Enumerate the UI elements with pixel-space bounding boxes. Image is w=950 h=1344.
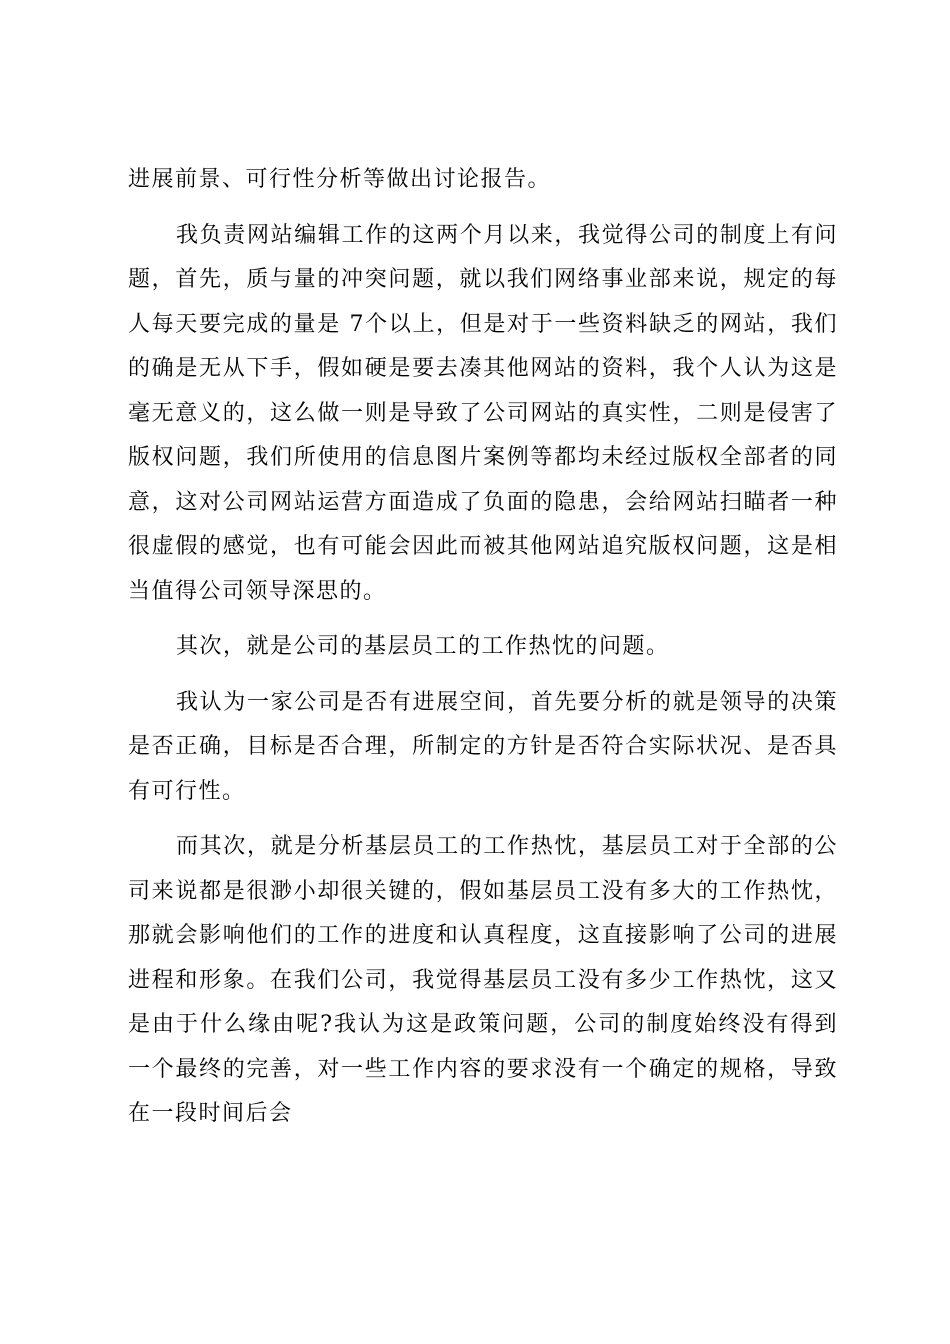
paragraph-5: 而其次，就是分析基层员工的工作热忱，基层员工对于全部的公司来说都是很渺小却很关键的，假如基层员工没有多大的工作热忱，那就会影响他们的工作的进度和认真程度，这直接影响了公司的进展进程和形象。在我们公司，我觉得基层员工没有多少工作热忱，这又是由于什么缘由呢?我认为这是政策问题，公司的制度始终没有得到一个最终的完善，对一些工作内容的要求没有一个确定的规格，导致在一段时间后会 bbox=[128, 834, 838, 1126]
paragraph-4: 我认为一家公司是否有进展空间，首先要分析的就是领导的决策是否正确，目标是否合理，所制定的方针是否符合实际状况、是否具有可行性。 bbox=[128, 689, 838, 804]
paragraph-2: 我负责网站编辑工作的这两个月以来，我觉得公司的制度上有问题，首先，质与量的冲突问题，就以我们网络事业部来说，规定的每人每天要完成的量是 7个以上，但是对于一些资料缺乏的网站，我们的确是无从下手，假如硬是要去凑其他网站的资料，我个人认为这是毫无意义的，这么做一则是导致了公司网站的真实性，二则是侵害了版权问题，我们所使用的信息图片案例等都均未经过版权全部者的同意，这对公司网站运营方面造成了负面的隐患，会给网站扫瞄者一种很虚假的感觉，也有可能会因此而被其他网站追究版权问题，这是相当值得公司领导深思的。 bbox=[128, 222, 838, 604]
paragraph-1: 进展前景、可行性分析等做出讨论报告。 bbox=[128, 167, 552, 192]
paragraph-3: 其次，就是公司的基层员工的工作热忱的问题。 bbox=[176, 634, 670, 659]
document-body bbox=[128, 158, 838, 1148]
